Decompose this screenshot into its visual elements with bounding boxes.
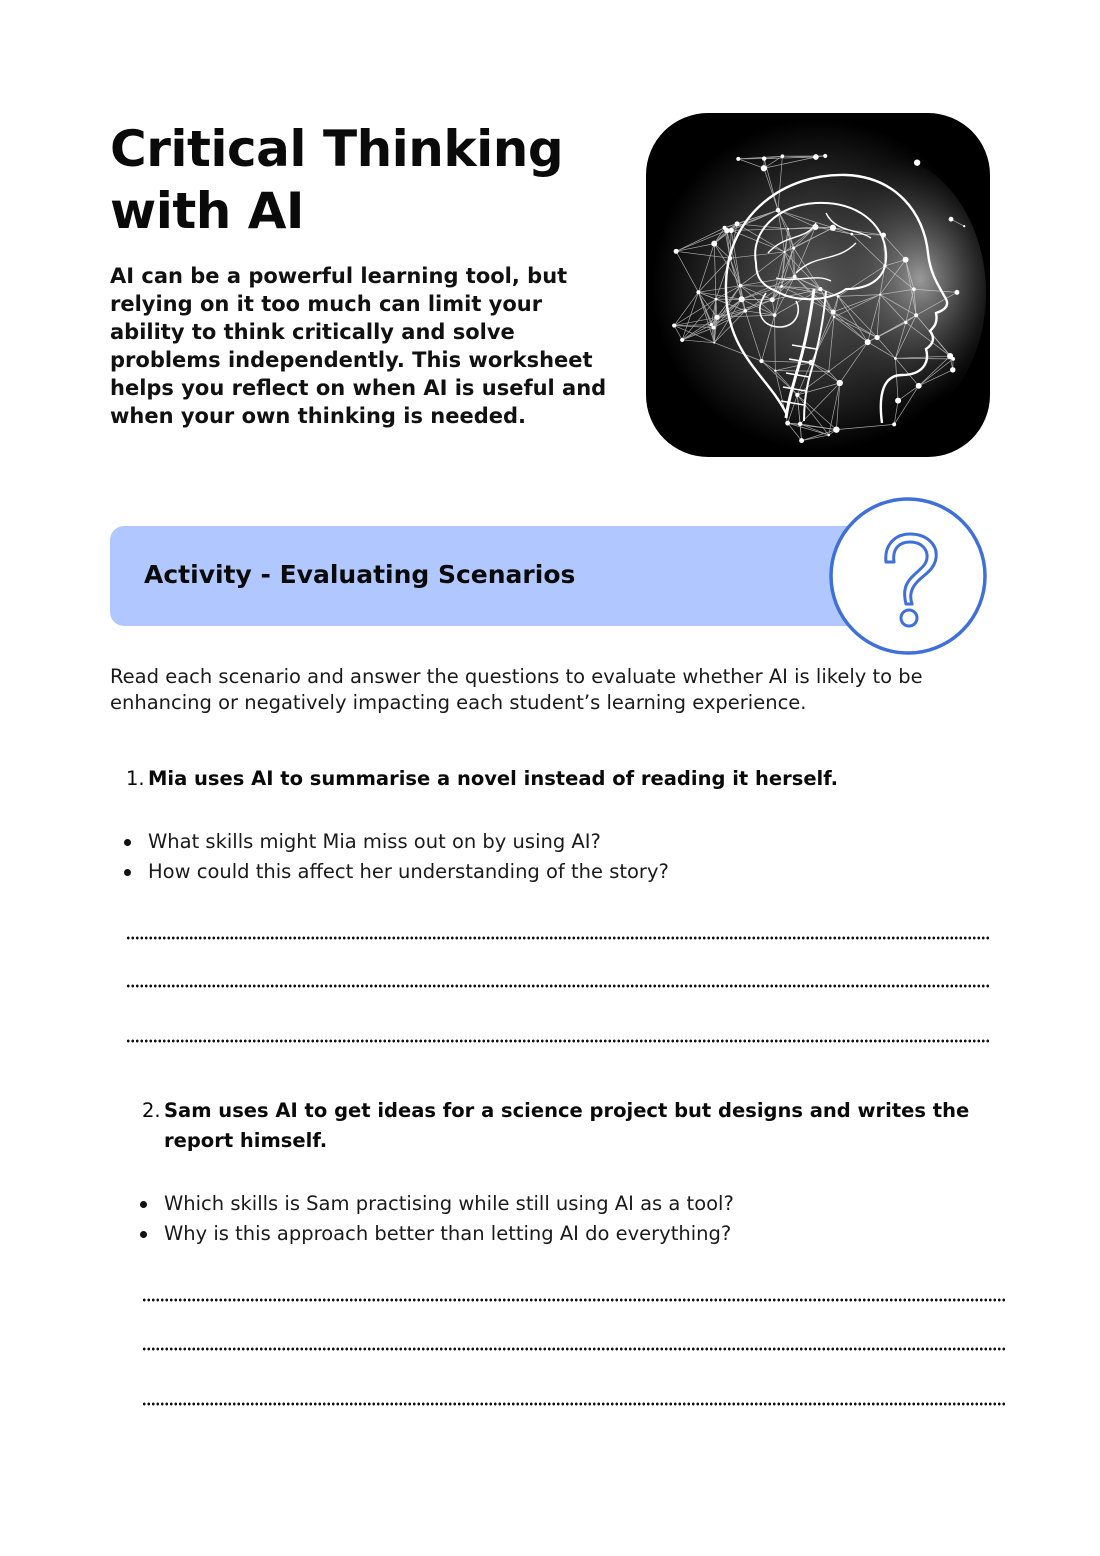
network-node [672,323,676,327]
network-node [837,380,843,386]
network-node [715,298,718,301]
network-node [912,287,916,291]
scenario-1-number: 1. [126,767,145,790]
page-title: Critical Thinking with AI [110,120,564,240]
answer-line[interactable] [142,1402,1006,1406]
network-node [916,383,922,389]
answer-line[interactable] [126,984,990,988]
network-node [904,321,907,324]
answer-line[interactable] [126,936,990,940]
network-node [781,154,785,158]
network-node [833,426,839,432]
answer-line[interactable] [126,1039,990,1043]
network-node [798,422,802,426]
network-node [792,246,795,249]
network-node [759,359,763,363]
network-node [837,295,840,298]
network-node [963,225,965,227]
network-node [714,315,719,320]
scenario-1-questions [148,827,988,887]
question-mark-icon [828,496,988,656]
network-node [823,154,827,158]
scenario-1-prompt [126,764,988,794]
network-node [828,370,830,372]
network-node [711,241,717,247]
network-node [850,233,853,236]
network-node [712,326,716,330]
network-node [949,217,954,222]
network-node [793,275,797,279]
network-node [955,290,960,295]
network-node [770,297,775,302]
scenario-2-prompt [142,1096,994,1156]
list-item: What skills might Mia miss out on by using AI? [148,827,988,857]
network-node [827,434,830,437]
network-node [680,338,684,342]
network-node [696,290,700,294]
network-node [780,285,783,288]
network-node [951,357,955,361]
bullet-icon [124,839,131,846]
network-node [813,154,819,160]
list-item: Which skills is Sam practising while still using AI as a tool? [164,1189,994,1219]
network-node [710,323,713,326]
network-node [785,421,790,426]
answer-line[interactable] [142,1298,1006,1302]
network-node [773,313,777,317]
list-item: Why is this approach better than letting AI do everything? [164,1219,994,1249]
scenario-1-text: Mia uses AI to summarise a novel instead of reading it herself. [148,767,839,790]
network-node [795,393,799,397]
network-node [818,287,822,291]
network-node [736,157,740,161]
network-node [735,221,740,226]
network-node [914,159,920,165]
hero-image [646,113,990,457]
network-node [895,398,901,404]
network-node [783,251,785,253]
network-node [799,438,804,443]
bullet-icon [124,869,131,876]
network-node [762,156,766,160]
network-node [914,313,918,317]
network-node [739,296,745,302]
network-node [903,257,909,263]
network-node [950,367,955,372]
bullet-icon [140,1231,147,1238]
network-node [739,284,743,288]
network-node [879,293,881,295]
network-node [743,309,747,313]
network-node [833,316,835,318]
network-node [787,228,789,230]
network-node [674,249,679,254]
network-node [865,339,871,345]
list-item: How could this affect her understanding of the story? [148,857,988,887]
intro-text: AI can be a powerful learning tool, but relying on it too much can limit your ability to think critically and solve problems independently. This worksheet helps you reflect on when AI is useful and when your own thinking is needed. [110,264,607,428]
activity-title: Activity - Evaluating Scenarios [144,560,576,589]
network-node [774,369,776,371]
answer-line[interactable] [142,1347,1006,1351]
network-node [894,357,897,360]
network-node [776,208,781,213]
ai-brain-head-illustration [646,113,990,457]
activity-banner [110,526,880,626]
network-node [761,165,767,171]
scenario-2-number: 2. [142,1099,161,1122]
network-node [831,310,836,315]
network-node [713,342,715,344]
bullet-icon [140,1201,147,1208]
network-node [723,226,727,230]
network-node [830,225,836,231]
scenario-2-questions [164,1189,994,1249]
instructions-text: Read each scenario and answer the questions to evaluate whether AI is likely to be enhancing or negatively impacting each student’s learning experience. [110,665,923,714]
scenario-2-text: Sam uses AI to get ideas for a science project but designs and writes the report himself. [164,1099,970,1152]
network-node [874,335,879,340]
network-node [892,422,896,426]
